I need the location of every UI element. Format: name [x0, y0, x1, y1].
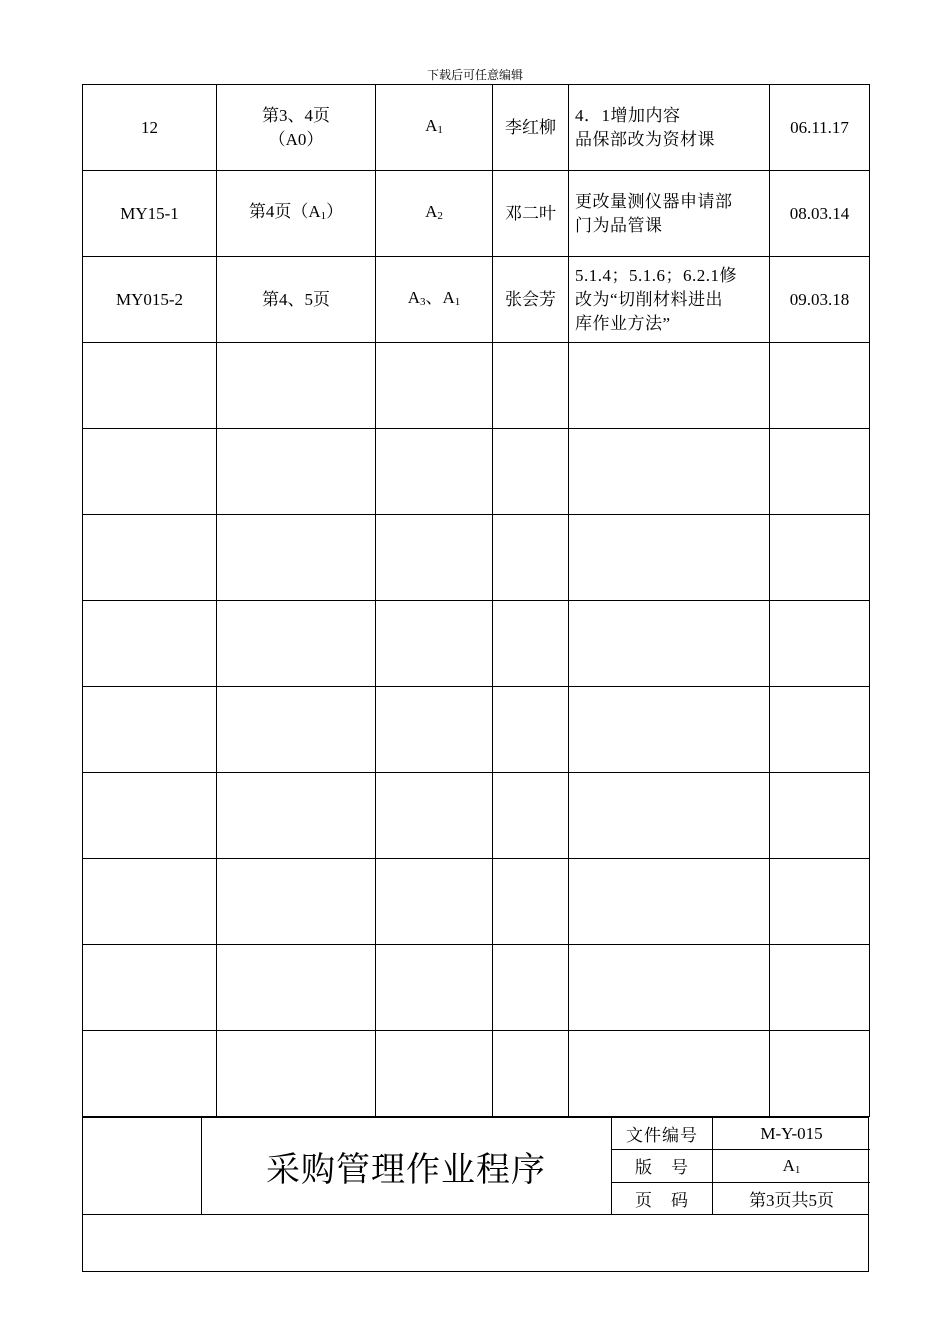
empty-cell — [83, 687, 217, 773]
empty-cell — [493, 687, 569, 773]
table-row-empty — [83, 1031, 870, 1117]
empty-cell — [376, 859, 493, 945]
footer-divider — [83, 1214, 868, 1215]
empty-cell — [83, 945, 217, 1031]
rev-date: 06.11.17 — [770, 85, 870, 171]
rev-desc: 更改量测仪器申请部 门为品管课 — [569, 171, 770, 257]
empty-cell — [217, 601, 376, 687]
empty-cell — [770, 515, 870, 601]
header-note: 下载后可任意编辑 — [426, 68, 523, 82]
empty-cell — [770, 773, 870, 859]
empty-cell — [569, 773, 770, 859]
table-row — [83, 85, 870, 171]
rev-no: MY15-1 — [83, 171, 217, 257]
empty-cell — [83, 515, 217, 601]
rev-desc: 4．1增加内容 品保部改为资材课 — [569, 85, 770, 171]
empty-cell — [493, 343, 569, 429]
empty-cell — [217, 429, 376, 515]
empty-cell — [376, 601, 493, 687]
empty-cell — [83, 429, 217, 515]
empty-cell — [83, 1031, 217, 1117]
empty-cell — [376, 945, 493, 1031]
table-row — [83, 257, 870, 343]
empty-cell — [770, 687, 870, 773]
rev-version: $A_1$ — [376, 85, 493, 171]
page-value: 第3页共5页 — [749, 1190, 834, 1210]
doc-no-label: 文件编号 — [612, 1118, 713, 1150]
empty-cell — [376, 515, 493, 601]
rev-no: MY015-2 — [83, 257, 217, 343]
empty-cell — [83, 773, 217, 859]
empty-cell — [569, 343, 770, 429]
empty-cell — [569, 687, 770, 773]
table-row-empty — [83, 687, 870, 773]
rev-date: 09.03.18 — [770, 257, 870, 343]
empty-cell — [569, 859, 770, 945]
empty-cell — [770, 429, 870, 515]
empty-cell — [493, 773, 569, 859]
empty-cell — [217, 515, 376, 601]
empty-cell — [493, 1031, 569, 1117]
empty-cell — [770, 859, 870, 945]
version-value: $A_1$ — [713, 1150, 871, 1182]
empty-cell — [493, 859, 569, 945]
rev-version: $A_2$ — [376, 171, 493, 257]
empty-cell — [770, 343, 870, 429]
empty-cell — [376, 429, 493, 515]
empty-cell — [83, 343, 217, 429]
rev-person: 张会芳 — [493, 257, 569, 343]
document-footer — [82, 1117, 869, 1272]
logo-box — [83, 1118, 202, 1214]
document-meta — [611, 1118, 870, 1214]
rev-page: 第3、4页 （A0） — [217, 85, 376, 171]
table-row-empty — [83, 773, 870, 859]
table-row-empty — [83, 343, 870, 429]
table-row-empty — [83, 601, 870, 687]
rev-date: 08.03.14 — [770, 171, 870, 257]
revision-table — [82, 84, 870, 1117]
table-row-empty — [83, 515, 870, 601]
empty-cell — [376, 687, 493, 773]
document-title: 采购管理作业程序 — [266, 1149, 546, 1190]
empty-cell — [217, 687, 376, 773]
rev-person: 李红柳 — [493, 85, 569, 171]
empty-cell — [493, 945, 569, 1031]
empty-cell — [217, 1031, 376, 1117]
rev-no: 12 — [83, 85, 217, 171]
rev-person: 邓二叶 — [493, 171, 569, 257]
doc-no-value: M-Y-015 — [713, 1118, 871, 1150]
rev-page: 第4、5页 — [217, 257, 376, 343]
empty-cell — [770, 1031, 870, 1117]
empty-cell — [217, 859, 376, 945]
empty-cell — [569, 515, 770, 601]
table-row-empty — [83, 859, 870, 945]
table-row-empty — [83, 945, 870, 1031]
page-label: 页 码 — [612, 1182, 713, 1214]
empty-cell — [770, 945, 870, 1031]
empty-cell — [569, 1031, 770, 1117]
empty-cell — [493, 601, 569, 687]
rev-version: $A_3$、$A_1$ — [376, 257, 493, 343]
rev-page: 第4页$(A_1)$ — [217, 171, 376, 257]
empty-cell — [569, 429, 770, 515]
table-row — [83, 171, 870, 257]
empty-cell — [217, 343, 376, 429]
empty-cell — [493, 429, 569, 515]
table-row-empty — [83, 429, 870, 515]
rev-desc: 5.1.4；5.1.6；6.2.1修 改为“切削材料进出 库作业方法” — [569, 257, 770, 343]
empty-cell — [376, 1031, 493, 1117]
empty-cell — [83, 859, 217, 945]
empty-cell — [376, 773, 493, 859]
empty-cell — [569, 945, 770, 1031]
empty-cell — [217, 945, 376, 1031]
version-label: 版 号 — [612, 1150, 713, 1182]
empty-cell — [569, 601, 770, 687]
empty-cell — [493, 515, 569, 601]
empty-cell — [376, 343, 493, 429]
empty-cell — [770, 601, 870, 687]
empty-cell — [83, 601, 217, 687]
empty-cell — [217, 773, 376, 859]
